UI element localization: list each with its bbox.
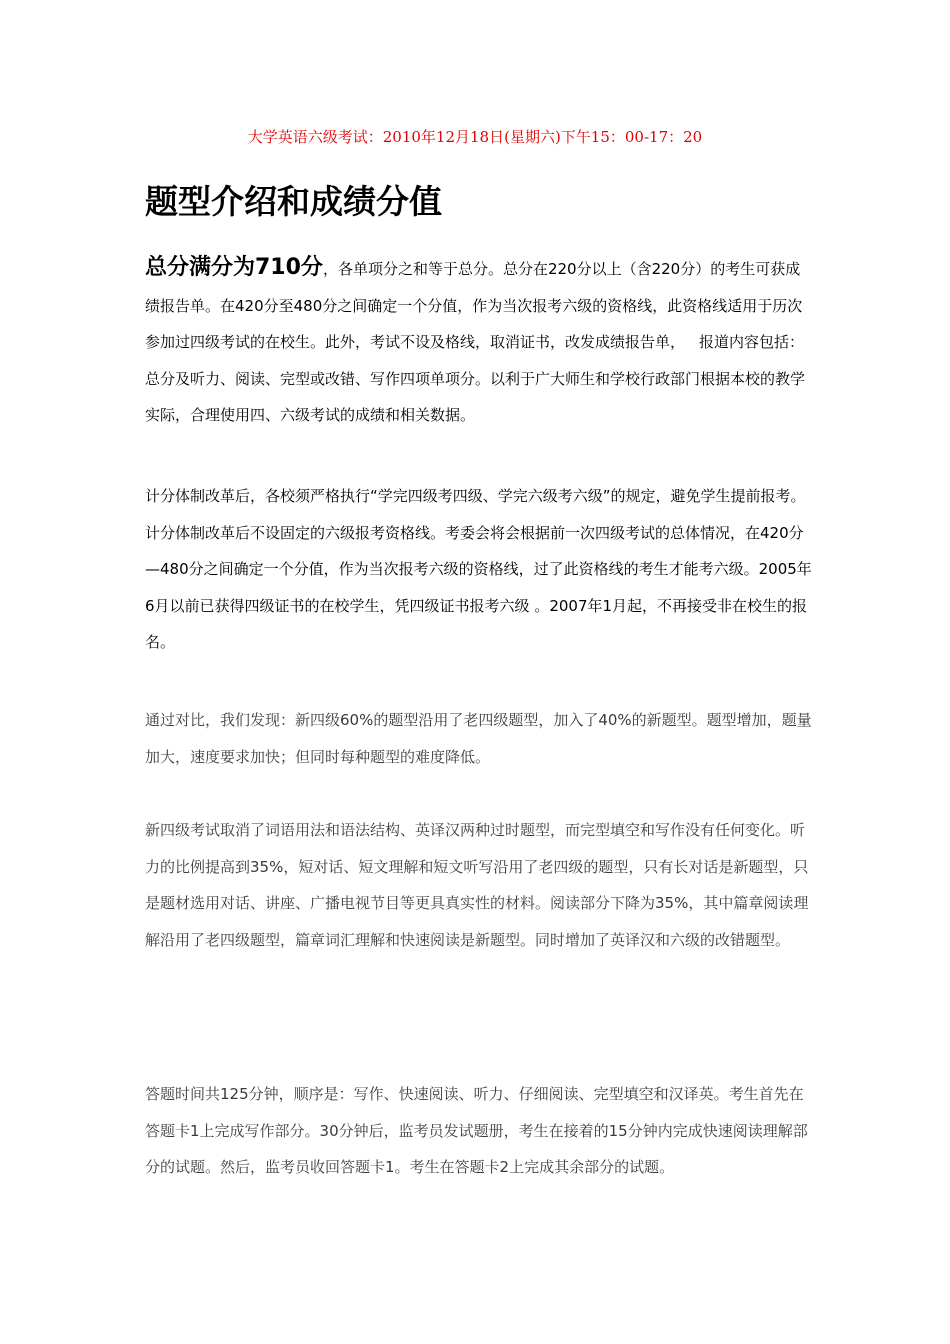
score-overview-text: ，各单项分之和等于总分。总分在220分以上（含220分）的考生可获成绩报告单。在420分至480分之间确定一个分值，作为当次报考六级的资格线，此资格线适用于历次参加过四级考试的在校生。此外，考试不设及格线，取消证书，改发成绩报告单，	[145, 260, 803, 351]
score-report-text: 报道内容包括：总分及听力、阅读、完型或改错、写作四项单项分。以利于广大师生和学校行政部门根据本校的教学实际，合理使用四、六级考试的成绩和相关数据。	[145, 333, 806, 424]
total-score-lead: 总分满分为710分	[145, 255, 323, 280]
paragraph-answer-time: 答题时间共125分钟，顺序是：写作、快速阅读、听力、仔细阅读、完型填空和汉译英。考生首先在答题卡1上完成写作部分。30分钟后，监考员发试题册，考生在接着的15分钟内完成快速阅读理解部分的试题。然后，监考员收回答题卡1。考生在答题卡2上完成其余部分的试题。	[145, 1085, 808, 1176]
paragraph-scoring-reform: 计分体制改革后，各校须严格执行“学完四级考四级、学完六级考六级”的规定，避免学生提前报考。计分体制改革后不设固定的六级报考资格线。考委会将会根据前一次四级考试的总体情况，在420分—480分之间确定一个分值，作为当次报考六级的资格线，过了此资格线的考生才能考六级。2005年6月以前已获得四级证书的在校学生，凭四级证书报考六级 。2007年1月起，不再接受非在校生的报名。	[145, 487, 812, 651]
paragraph-new-cet4-changes: 新四级考试取消了词语用法和语法结构、英译汉两种过时题型，而完型填空和写作没有任何变化。听力的比例提高到35%，短对话、短文理解和短文听写沿用了老四级的题型，只有长对话是新题型，只是题材选用对话、讲座、广播电视节目等更具真实性的材料。阅读部分下降为35%，其中篇章阅读理解沿用了老四级题型，篇章词汇理解和快速阅读是新题型。同时增加了英译汉和六级的改错题型。	[145, 821, 809, 949]
paragraph-score-overview	[145, 250, 815, 434]
page-title: 题型介绍和成绩分值	[145, 182, 442, 221]
paragraph-comparison: 通过对比，我们发现：新四级60%的题型沿用了老四级题型，加入了40%的新题型。题型增加，题量加大，速度要求加快；但同时每种题型的难度降低。	[145, 711, 812, 766]
exam-date-notice: 大学英语六级考试：2010年12月18日(星期六)下午15：00-17：20	[247, 128, 703, 146]
